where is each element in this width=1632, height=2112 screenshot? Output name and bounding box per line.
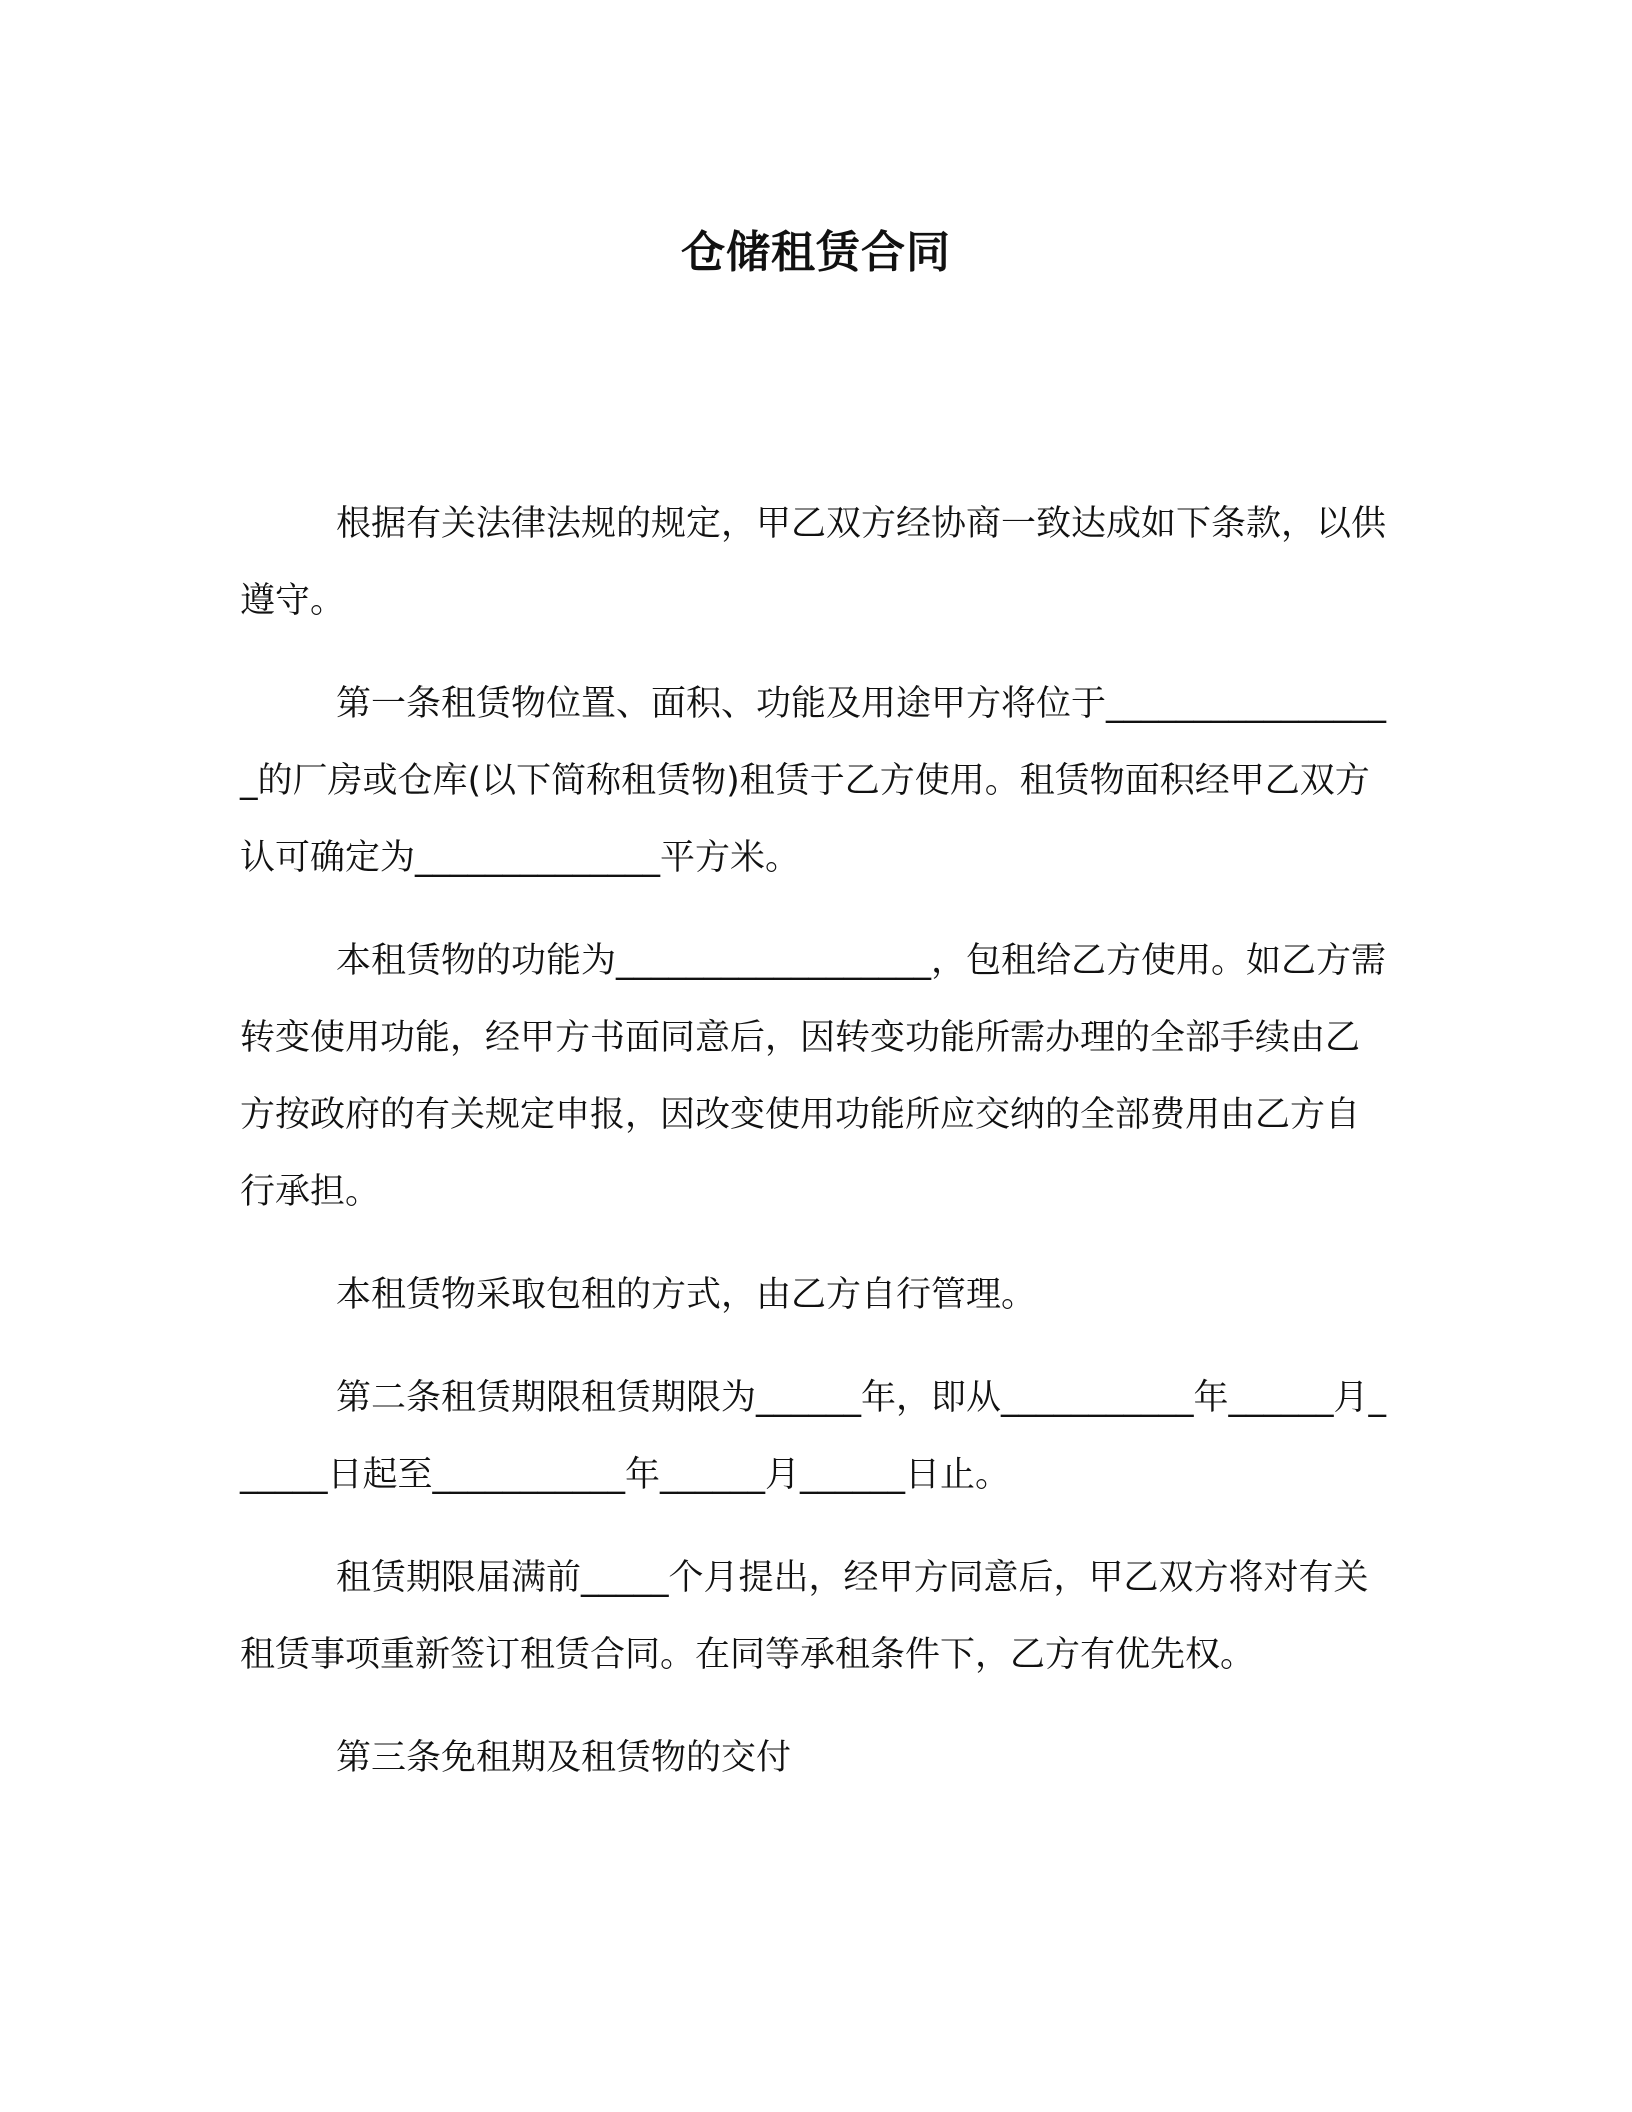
paragraph-article-1-function: 本租赁物的功能为__________________，包租给乙方使用。如乙方需转变使用功能，经甲方书面同意后，因转变功能所需办理的全部手续由乙方按政府的有关规定申报，因改变使用功能所应交纳的全部费用由乙方自行承担。 xyxy=(240,941,1387,1212)
document-title: 仓储租赁合同 xyxy=(681,227,951,278)
paragraph-article-1-location: 第一条租赁物位置、面积、功能及用途甲方将位于_________________的厂房或仓库(以下简称租赁物)租赁于乙方使用。租赁物面积经甲乙双方认可确定为______________平方米。 xyxy=(240,684,1387,878)
paragraph-article-3-heading: 第三条免租期及租赁物的交付 xyxy=(336,1738,792,1778)
paragraph-article-1-management: 本租赁物采取包租的方式，由乙方自行管理。 xyxy=(336,1275,1037,1315)
paragraph-article-2-renewal: 租赁期限届满前_____个月提出，经甲方同意后，甲乙双方将对有关租赁事项重新签订租赁合同。在同等承租条件下，乙方有优先权。 xyxy=(240,1558,1369,1675)
document-body xyxy=(240,486,1390,1823)
paragraph-intro: 根据有关法律法规的规定，甲乙双方经协商一致达成如下条款，以供遵守。 xyxy=(240,504,1387,621)
paragraph-article-2-term: 第二条租赁期限租赁期限为______年，即从___________年______月______日起至___________年______月______日止。 xyxy=(240,1378,1387,1495)
